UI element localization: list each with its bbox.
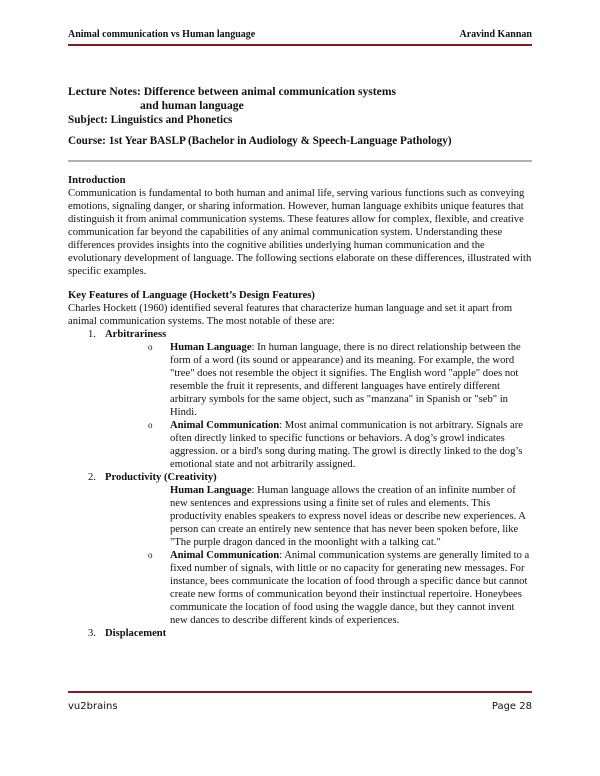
title-divider	[68, 160, 532, 162]
sub-item-label: Human Language	[170, 342, 252, 353]
sub-item-label: Animal Communication	[170, 420, 280, 431]
item-title: Displacement	[105, 628, 167, 639]
page-number: Page 28	[491, 701, 532, 712]
sub-item-animal	[68, 419, 534, 471]
intro-heading: Introduction	[68, 175, 126, 186]
features-paragraph: Charles Hockett (1960) identified several features that characterize human language and set it apart from animal communication systems. The most notable of these are:	[68, 303, 513, 327]
sub-item-label: Human Language	[170, 485, 252, 496]
intro-paragraph: Communication is fundamental to both human and animal life, serving various functions such as conveying emotions, signaling danger, or sharing information. However, human language exhibits unique features that distinguish it from animal communication systems. These features allow for complex, flexible, and creative communication far beyond the capabilities of any animal communication system. Understanding these differences provides insights into the cognitive abilities underlying human communication and the evolutionary development of language. The following sections elaborate on these differences, illustrated with specific examples.	[68, 188, 532, 277]
header-author: Aravind Kannan	[459, 29, 532, 40]
sub-item-human	[68, 484, 534, 549]
item-number: 1.	[88, 329, 96, 340]
list-item	[68, 328, 534, 341]
running-header	[68, 29, 532, 46]
item-number: 3.	[88, 628, 96, 639]
bullet-icon: o	[148, 420, 153, 430]
list-item	[68, 471, 534, 484]
page-footer	[68, 691, 532, 712]
subject-line: Subject: Linguistics and Phonetics	[68, 114, 233, 126]
document-body	[68, 174, 534, 640]
list-item	[68, 627, 534, 640]
sub-item-animal	[68, 549, 534, 627]
bullet-icon: o	[148, 342, 153, 352]
title-line-1: Lecture Notes: Difference between animal communication systems	[68, 85, 396, 98]
bullet-icon: o	[148, 550, 153, 560]
item-number: 2.	[88, 472, 96, 483]
footer-brand: vu2brains	[68, 701, 118, 712]
sub-item-label: Animal Communication	[170, 550, 280, 561]
page-title	[68, 85, 538, 113]
sub-item-text: : Animal communication systems are generally limited to a fixed number of signals, with little or no capacity for generating new messages. For instance, bees communicate the location of food through a specific dance but cannot create new forms of communication beyond their instinctual repertoire. Honeybees communicate the location of food using the waggle dance, but they cannot invent new dances to describe different kinds of experiences.	[170, 550, 530, 626]
sub-item-human	[68, 341, 534, 419]
features-heading: Key Features of Language (Hockett’s Design Features)	[68, 290, 315, 301]
item-title: Productivity (Creativity)	[105, 472, 217, 483]
sub-item-text: : Most animal communication is not arbitrary. Signals are often directly linked to specific functions or behaviors. A dog’s growl indicates aggression. or a bird's song during mating. The growl is directly linked to the dog’s emotional state and not arbitrarily assigned.	[170, 420, 523, 470]
title-line-2: and human language	[140, 99, 244, 112]
item-title: Arbitrariness	[105, 329, 167, 340]
sub-item-text: : In human language, there is no direct relationship between the form of a word (its sound or appearance) and its meaning. For example, the word "tree" does not resemble the object it signifies. The English word "apple" does not resemble the fruit it represents, and different languages have entirely different arbitrary symbols for the same object, such as "manzana" in Spanish or "seb" in Hindi.	[170, 342, 521, 418]
sub-item-text: : Human language allows the creation of an infinite number of new sentences and expressions using a finite set of rules and elements. This productivity enables speakers to express novel ideas or describe new experiences. A person can create an entirely new sentence that has never been spoken before, like "The purple dragon danced in the moonlight with a talking cat."	[170, 485, 526, 548]
course-line: Course: 1st Year BASLP (Bachelor in Audiology & Speech-Language Pathology)	[68, 135, 452, 147]
header-title: Animal communication vs Human language	[68, 29, 256, 40]
